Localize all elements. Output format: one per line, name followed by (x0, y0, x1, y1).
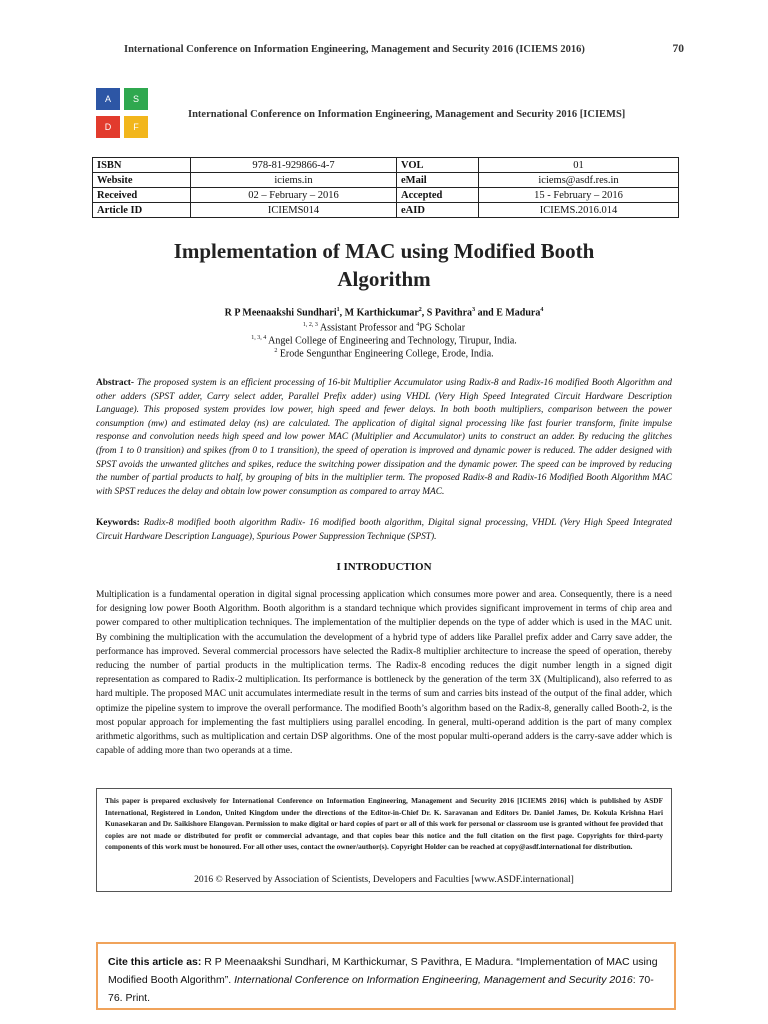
meta-row (397, 188, 679, 203)
author-sup: 4 (540, 307, 544, 313)
affiliation-sup: 1, 2, 3 (302, 322, 318, 328)
meta-value: 978-81-929866-4-7 (191, 158, 397, 173)
meta-key: Received (93, 188, 191, 203)
keywords-label: Keywords: (96, 518, 140, 528)
meta-value: ICIEMS014 (191, 203, 397, 218)
meta-key: ISBN (93, 158, 191, 173)
abstract (96, 377, 672, 499)
meta-value: 15 - February – 2016 (479, 188, 679, 203)
meta-row (93, 173, 397, 188)
author-name: S Pavithra (426, 307, 473, 319)
author-name: R P Meenaakshi Sundhari (224, 307, 337, 319)
meta-key: Article ID (93, 203, 191, 218)
affiliation-2 (100, 335, 668, 346)
meta-key: eMail (397, 173, 479, 188)
affiliation-text: Angel College of Engineering and Technology, Tirupur, India. (266, 335, 517, 347)
conference-line: International Conference on Information Engineering, Management and Security 2016 [ICIEMS] (188, 109, 626, 120)
meta-table-right (396, 157, 679, 218)
copyright-notice-text: This paper is prepared exclusively for International Conference on Information Engineering, Management and Security 2016 [ICIEMS 2016] which is published by ASDF International, Registered in London, United Kingdom under the directions of the Editor-in-Chief Dr. K. Saravanan and Editors Dr. Daniel James, Dr. Kokula Krishna Hari Kunasekaran and Dr. Saikishore Elangovan. Permission to make digital or hard copies of part or all of this work for personal or classroom use is granted without fee provided that copies are not made or distributed for profit or commercial advantage, and that copies bear this notice and the full citation on the first page. Copyrights for third-party components of this work must be honoured. For all other uses, contact the owner/author(s). Copyright Holder can be reached at copy@asdf.international for distribution. (105, 796, 663, 852)
abstract-label: Abstract- (96, 378, 135, 388)
introduction-paragraph: Multiplication is a fundamental operation in digital signal processing application which consumes more power and area. Consequently, there is a need for designing low power Booth Algorithm. Booth algorithm is a standard technique which provides significant improvement in terms of chip area and power compared to other multiplication techniques. The implementation of the multiplier depends on the type of adder which is used in the MAC unit. By combining the multiplication with the accumulation the development of a hybrid type of adders like Parallel prefix adder and Carry save adder, the performance has improved. Several commercial processors have selected the Radix-8 multiplier architecture to increase the speed of operation, thereby reducing the number of partial products in the multiplication terms. The Radix-8 encoding reduces the digit number length in a signed digit representation as compared to Radix-2 multiplication. Its performance is bottleneck by the generation of the term 3X (Multiplicand), also referred to as hard multiple. The proposed MAC unit accumulates intermediate result in the terms of sum and carries bits instead of the output of the final adder, which optimize the pipeline system to improve the overall performance. The modified Booth’s algorithm based on the Radix-8, generally called Booth-2, is the most popular approach for implementing the fast multipliers using parallel encoding. In general, multi-operand addition is the part of many complex arithmetic algorithms, such as multiplication and certain DSP algorithms. One of the most popular multi-operand adders is the carry-save adder which is capable of adding more than two operands at a time. (96, 590, 672, 757)
page-number: 70 (672, 43, 684, 55)
copyright-line: 2016 © Reserved by Association of Scientists, Developers and Faculties [www.ASDF.international] (194, 875, 574, 885)
abstract-text: The proposed system is an efficient processing of 16-bit Multiplier Accumulator using Radix-8 and Radix-16 modified Booth Algorithm and other adders (SPST adder, Carry select adder, Parallel Prefix adder) using VHDL (Very High Speed Integrated Circuit Hardware Description Language). This proposed system provides low power, high speed and fewer delays. In both booth multipliers, comparison between the power consumption (mw) and estimated delay (ns) are calculated. The application of digital signal processing like fast fourier transform, finite impulse response and convolution needs high speed and low power MAC (Multiplier and Accumulator) units to construct an adder. By reducing the glitches (from 1 to 0 transition) and spikes (from 0 to 1 transition), the speed of operation is improved and dynamic power is reduced. The adder designed with SPST avoids the unwanted glitches and spikes, reduce the switching power dissipation and the dynamic power. The speed can be improved by reducing the number of partial products to half, by grouping of bits in the multiplier term. The proposed Radix-8 and Radix-16 Modified Booth Algorithm MAC with SPST reduces the delay and obtain low power consumption as compared to array MAC. (96, 378, 672, 497)
meta-row (397, 173, 679, 188)
meta-table-left (92, 157, 397, 218)
meta-row (93, 158, 397, 173)
citation-authors-title: R P Meenaakshi Sundhari, M Karthickumar, S Pavithra, E Madura. “Implementation of MAC using Modified Booth Algorithm”. (108, 956, 658, 986)
logo-tile-a: A (96, 88, 120, 110)
meta-value: 02 – February – 2016 (191, 188, 397, 203)
citation-venue: International Conference on Information Engineering, Management and Security 2016 (234, 974, 633, 986)
meta-key: Website (93, 173, 191, 188)
meta-key: Accepted (397, 188, 479, 203)
author-name: E Madura (496, 307, 541, 319)
meta-value: ICIEMS.2016.014 (479, 203, 679, 218)
meta-row (397, 158, 679, 173)
keywords-text: Radix-8 modified booth algorithm Radix- 16 modified booth algorithm, Digital signal processing, VHDL (Very High Speed Integrated Circuit Hardware Description Language), Spurious Power Suppression Technique (SPST). (96, 518, 672, 542)
meta-value: 01 (479, 158, 679, 173)
paper-title-line1: Implementation of MAC using Modified Booth (173, 239, 595, 263)
meta-value: iciems@asdf.res.in (479, 173, 679, 188)
affiliation-3 (100, 348, 668, 359)
affiliation-text: PG Scholar (419, 322, 466, 334)
logo-tile-d: D (96, 116, 120, 138)
section-heading-introduction: I INTRODUCTION (336, 561, 432, 573)
meta-key: eAID (397, 203, 479, 218)
author-separator: , (339, 307, 345, 319)
meta-row (397, 203, 679, 218)
keywords (96, 516, 672, 544)
author-name: M Karthickumar (344, 307, 419, 319)
citation-label: Cite this article as: (108, 956, 202, 968)
asdf-logo (96, 88, 152, 140)
author-sup: 2 (418, 307, 422, 313)
paper-title (100, 237, 668, 293)
author-sup: 3 (472, 307, 476, 313)
meta-value: iciems.in (191, 173, 397, 188)
affiliation-sup: 1, 3, 4 (251, 335, 267, 341)
author-list (100, 307, 668, 318)
paper-title-line2: Algorithm (337, 267, 431, 291)
running-head (124, 44, 684, 55)
affiliation-text: Erode Sengunthar Engineering College, Erode, India. (277, 348, 494, 360)
affiliation-text: Assistant Professor and (317, 322, 417, 334)
author-sup: 1 (336, 307, 340, 313)
affiliation-sup: 2 (274, 348, 278, 354)
meta-row (93, 203, 397, 218)
running-head-text: International Conference on Information Engineering, Management and Security 2016 (ICIEMS 2016) (124, 44, 585, 55)
citation-box (96, 942, 676, 1010)
meta-key: VOL (397, 158, 479, 173)
meta-row (93, 188, 397, 203)
logo-tile-s: S (124, 88, 148, 110)
affiliation-1 (100, 322, 668, 333)
affiliation-sup: 4 (416, 322, 420, 328)
copyright-notice-box (96, 788, 672, 892)
author-separator: , (421, 307, 427, 319)
author-separator: and (475, 307, 497, 319)
citation-pages: : 70-76. Print. (108, 974, 654, 1004)
logo-tile-f: F (124, 116, 148, 138)
